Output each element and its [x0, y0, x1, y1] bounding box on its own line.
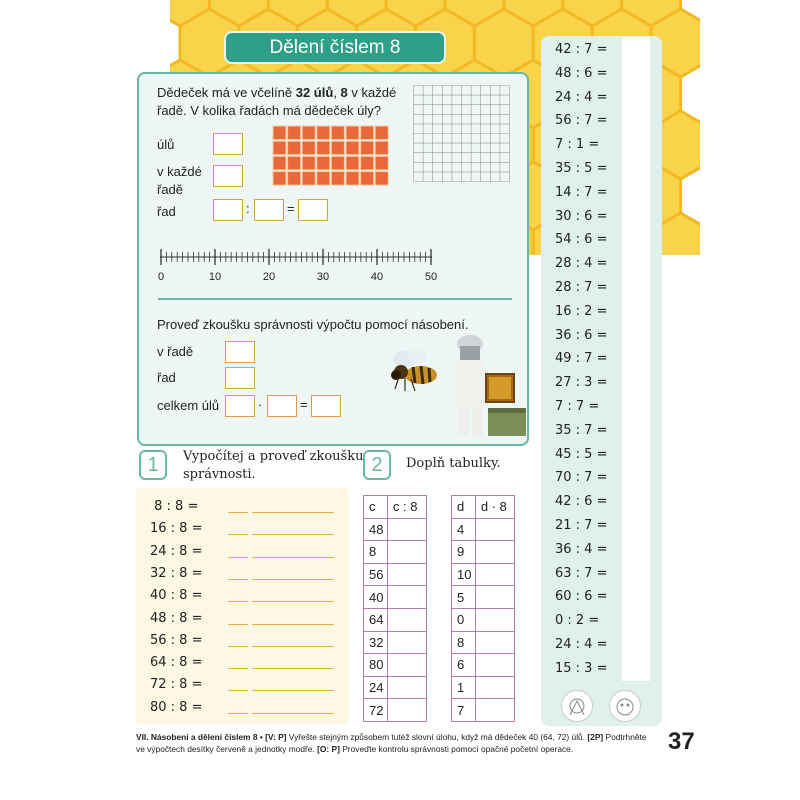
right-column-expression: 60 : 6 =	[555, 589, 608, 605]
right-column-expression: 27 : 3 =	[555, 375, 608, 391]
square-grid	[413, 85, 510, 182]
beehive	[331, 141, 344, 155]
check-line[interactable]	[252, 668, 334, 669]
exercise-1-row	[136, 541, 349, 565]
right-column-expression: 15 : 3 =	[555, 660, 608, 676]
table-answer-cell[interactable]	[475, 608, 514, 631]
beehive	[317, 126, 330, 140]
exercise-1-expression: 56 : 8 =	[150, 632, 203, 648]
table-answer-cell[interactable]	[387, 608, 426, 631]
page-number: 37	[668, 728, 695, 755]
right-column-expression: 24 : 4 =	[555, 637, 608, 652]
page-title: Dělení číslem 8	[224, 31, 446, 64]
label-check-rows: řad	[157, 370, 176, 385]
right-column-expression: 30 : 6 =	[555, 208, 608, 224]
table-row	[452, 676, 515, 699]
beehive	[288, 141, 301, 155]
beehive	[375, 126, 388, 140]
right-column-expression: 45 : 5 =	[555, 446, 608, 462]
beekeeper-illustration	[448, 330, 530, 442]
exercise-1-expression: 72 : 8 =	[150, 677, 203, 693]
right-column-expression: 7 : 7 =	[555, 399, 600, 414]
table-value: 72	[364, 699, 388, 722]
exercise-1-row	[136, 608, 349, 632]
beehive	[317, 156, 330, 170]
exercise-1-row	[136, 697, 349, 721]
tick-label: 30	[316, 271, 330, 283]
mascot-icon-2	[609, 690, 641, 722]
check-line[interactable]	[252, 534, 334, 535]
right-column-expression: 28 : 4 =	[555, 256, 608, 272]
check-line[interactable]	[252, 557, 334, 558]
beehive	[302, 141, 315, 155]
table-row	[364, 563, 427, 586]
tick-label: 10	[208, 271, 222, 283]
exercise-1-instruction: Vypočítej a proveď zkoušku správnosti.	[183, 449, 364, 482]
table-value: 56	[364, 563, 388, 586]
beehive	[361, 172, 374, 186]
table-answer-cell[interactable]	[387, 586, 426, 609]
right-column-expression: 36 : 4 =	[555, 541, 608, 557]
table-row	[364, 699, 427, 722]
exercise-1-row	[136, 496, 349, 520]
beehives-illustration	[272, 125, 390, 187]
right-column-expression: 0 : 2 =	[555, 613, 600, 629]
table-row	[364, 654, 427, 677]
table-answer-cell[interactable]	[475, 676, 514, 699]
answer-line[interactable]	[228, 557, 248, 558]
table-c	[363, 495, 427, 722]
beehive	[375, 172, 388, 186]
exercise-1-expression: 32 : 8 =	[150, 565, 203, 581]
table-header: d · 8	[475, 496, 514, 519]
quotient-box[interactable]	[298, 199, 328, 221]
right-column-expression: 42 : 7 =	[555, 42, 608, 57]
beehive	[288, 172, 301, 186]
exercise-1-expression: 48 : 8 =	[150, 610, 203, 626]
answer-line[interactable]	[228, 534, 248, 535]
table-row	[452, 518, 515, 541]
right-column-expression: 48 : 6 =	[555, 65, 608, 81]
check-rows-box[interactable]	[225, 367, 255, 389]
check-line[interactable]	[252, 601, 334, 602]
table-answer-cell[interactable]	[475, 699, 514, 722]
label-each-row: v každé řadě	[157, 164, 202, 197]
table-answer-cell[interactable]	[387, 563, 426, 586]
equals-sign: =	[287, 201, 295, 216]
table-value: 40	[364, 586, 388, 609]
right-column-expression: 42 : 6 =	[555, 494, 608, 510]
table-answer-cell[interactable]	[475, 518, 514, 541]
factor-box-1[interactable]	[225, 395, 255, 417]
right-column-expression: 56 : 7 =	[555, 113, 608, 129]
story-text: Dědeček má ve včelíně 32 úlů, 8 v každé řadě. V kolika řadách má dědeček úly?	[157, 85, 397, 118]
beehive	[361, 156, 374, 170]
check-line[interactable]	[252, 624, 334, 625]
factor-box-2[interactable]	[267, 395, 297, 417]
table-row	[452, 541, 515, 564]
number-line	[158, 245, 438, 285]
table-row	[364, 541, 427, 564]
right-column-expression: 24 : 4 =	[555, 89, 608, 105]
check-line[interactable]	[252, 713, 334, 714]
beehive	[361, 126, 374, 140]
right-column-expression: 35 : 5 =	[555, 161, 608, 176]
multiply-sign: ·	[258, 397, 263, 412]
beehive	[346, 156, 359, 170]
beehive	[346, 141, 359, 155]
right-column-expression: 28 : 7 =	[555, 280, 608, 295]
table-answer-cell[interactable]	[387, 518, 426, 541]
answer-line[interactable]	[228, 668, 248, 669]
table-answer-cell[interactable]	[387, 654, 426, 677]
check-equals-sign: =	[300, 397, 308, 412]
beehive	[317, 141, 330, 155]
exercise-1-expression: 24 : 8 =	[150, 543, 203, 559]
right-column-expression: 54 : 6 =	[555, 232, 608, 248]
table-value: 24	[364, 676, 388, 699]
tick-label: 20	[262, 271, 276, 283]
right-column-expression: 21 : 7 =	[555, 518, 608, 533]
label-hives: úlů	[157, 137, 175, 152]
answer-line[interactable]	[228, 646, 248, 647]
right-column-expression: 63 : 7 =	[555, 565, 608, 581]
beehive	[273, 141, 286, 155]
table-answer-cell[interactable]	[387, 541, 426, 564]
per-row-answer-box[interactable]	[213, 165, 243, 187]
table-row	[364, 631, 427, 654]
right-answer-strip[interactable]	[622, 37, 650, 681]
right-column-expression: 7 : 1 =	[555, 137, 600, 153]
exercise-1-expression: 8 : 8 =	[150, 499, 199, 514]
check-instruction: Proveď zkoušku správnosti výpočtu pomocí násobení.	[157, 317, 469, 332]
beehive	[273, 126, 286, 140]
table-value: 8	[452, 631, 476, 654]
answer-line[interactable]	[228, 713, 248, 714]
table-row	[452, 586, 515, 609]
exercise-2-instruction: Doplň tabulky.	[406, 456, 501, 471]
beehive	[375, 141, 388, 155]
table-value: 4	[452, 518, 476, 541]
table-answer-cell[interactable]	[475, 541, 514, 564]
beehive	[331, 172, 344, 186]
mascot-icon-1	[561, 690, 593, 722]
table-header: c : 8	[387, 496, 426, 519]
check-line[interactable]	[252, 512, 334, 513]
table-row	[364, 586, 427, 609]
table-row	[452, 563, 515, 586]
table-answer-cell[interactable]	[387, 676, 426, 699]
answer-line[interactable]	[228, 601, 248, 602]
beehive	[273, 172, 286, 186]
beehive	[273, 156, 286, 170]
footer-note: VII. Násobení a dělení číslem 8 • [V: P] Vyřešte stejným způsobem tutéž slovní úlohu, když má dědeček 40 (64, 72) úlů. [2P] Podtrhněte ve výpočtech desítky červeně a jednotky modře. [O: P] Proveďte kontrolu správnosti pomocí opačné početní operace.	[136, 732, 647, 754]
exercise-1-row	[136, 563, 349, 587]
bee-illustration	[385, 345, 443, 395]
table-d	[451, 495, 515, 722]
table-row	[364, 676, 427, 699]
division-sign: :	[246, 201, 250, 216]
beehive	[346, 126, 359, 140]
table-value: 5	[452, 586, 476, 609]
check-line[interactable]	[252, 646, 334, 647]
table-answer-cell[interactable]	[387, 631, 426, 654]
table-row	[452, 608, 515, 631]
beehive	[288, 156, 301, 170]
table-value: 8	[364, 541, 388, 564]
beehive	[302, 172, 315, 186]
dividend-box[interactable]	[213, 199, 243, 221]
hives-answer-box[interactable]	[213, 133, 243, 155]
exercise-1-list	[136, 488, 349, 724]
table-value: 48	[364, 518, 388, 541]
table-row	[452, 654, 515, 677]
table-answer-cell[interactable]	[475, 586, 514, 609]
right-column-expression: 14 : 7 =	[555, 184, 608, 200]
table-row	[364, 518, 427, 541]
table-row	[452, 631, 515, 654]
table-answer-cell[interactable]	[475, 654, 514, 677]
table-value: 9	[452, 541, 476, 564]
exercise-1-expression: 80 : 8 =	[150, 699, 203, 715]
table-answer-cell[interactable]	[387, 699, 426, 722]
right-column-expression: 35 : 7 =	[555, 422, 608, 438]
beehive	[331, 126, 344, 140]
exercise-2-badge: 2	[363, 450, 391, 480]
table-value: 32	[364, 631, 388, 654]
answer-line[interactable]	[228, 512, 248, 513]
beehive	[302, 156, 315, 170]
table-value: 64	[364, 608, 388, 631]
exercise-1-expression: 16 : 8 =	[150, 521, 203, 537]
table-answer-cell[interactable]	[475, 563, 514, 586]
exercise-1-row	[136, 674, 349, 698]
exercise-1-row	[136, 518, 349, 542]
beehive	[288, 126, 301, 140]
label-in-row: v řadě	[157, 344, 194, 359]
divisor-box[interactable]	[254, 199, 284, 221]
exercise-1-row	[136, 585, 349, 609]
table-value: 10	[452, 563, 476, 586]
beehive	[317, 172, 330, 186]
table-value: 80	[364, 654, 388, 677]
beehive	[346, 172, 359, 186]
check-line[interactable]	[252, 579, 334, 580]
beehive	[361, 141, 374, 155]
table-header: c	[364, 496, 388, 519]
beehive	[331, 156, 344, 170]
table-value: 6	[452, 654, 476, 677]
label-rows: řad	[157, 204, 176, 219]
exercise-1-row	[136, 652, 349, 676]
table-row	[452, 699, 515, 722]
table-value: 1	[452, 676, 476, 699]
table-row	[364, 608, 427, 631]
answer-line[interactable]	[228, 579, 248, 580]
check-line[interactable]	[252, 690, 334, 691]
product-box[interactable]	[311, 395, 341, 417]
divider-line	[158, 298, 512, 300]
beehive	[302, 126, 315, 140]
exercise-1-expression: 64 : 8 =	[150, 655, 203, 671]
right-column-expression: 70 : 7 =	[555, 470, 608, 486]
table-value: 7	[452, 699, 476, 722]
exercise-1-expression: 40 : 8 =	[150, 588, 203, 604]
right-column-expression: 16 : 2 =	[555, 303, 608, 319]
answer-line[interactable]	[228, 690, 248, 691]
tick-label: 40	[370, 271, 384, 283]
beehive	[375, 156, 388, 170]
exercise-1-badge: 1	[139, 450, 167, 480]
table-answer-cell[interactable]	[475, 631, 514, 654]
answer-line[interactable]	[228, 624, 248, 625]
right-column-expression: 49 : 7 =	[555, 351, 608, 367]
right-column-expression: 36 : 6 =	[555, 327, 608, 343]
exercise-1-row	[136, 630, 349, 654]
tick-label: 50	[424, 271, 438, 283]
label-total: celkem úlů	[157, 398, 220, 413]
check-per-row-box[interactable]	[225, 341, 255, 363]
table-value: 0	[452, 608, 476, 631]
table-header: d	[452, 496, 476, 519]
tick-label: 0	[158, 271, 165, 283]
